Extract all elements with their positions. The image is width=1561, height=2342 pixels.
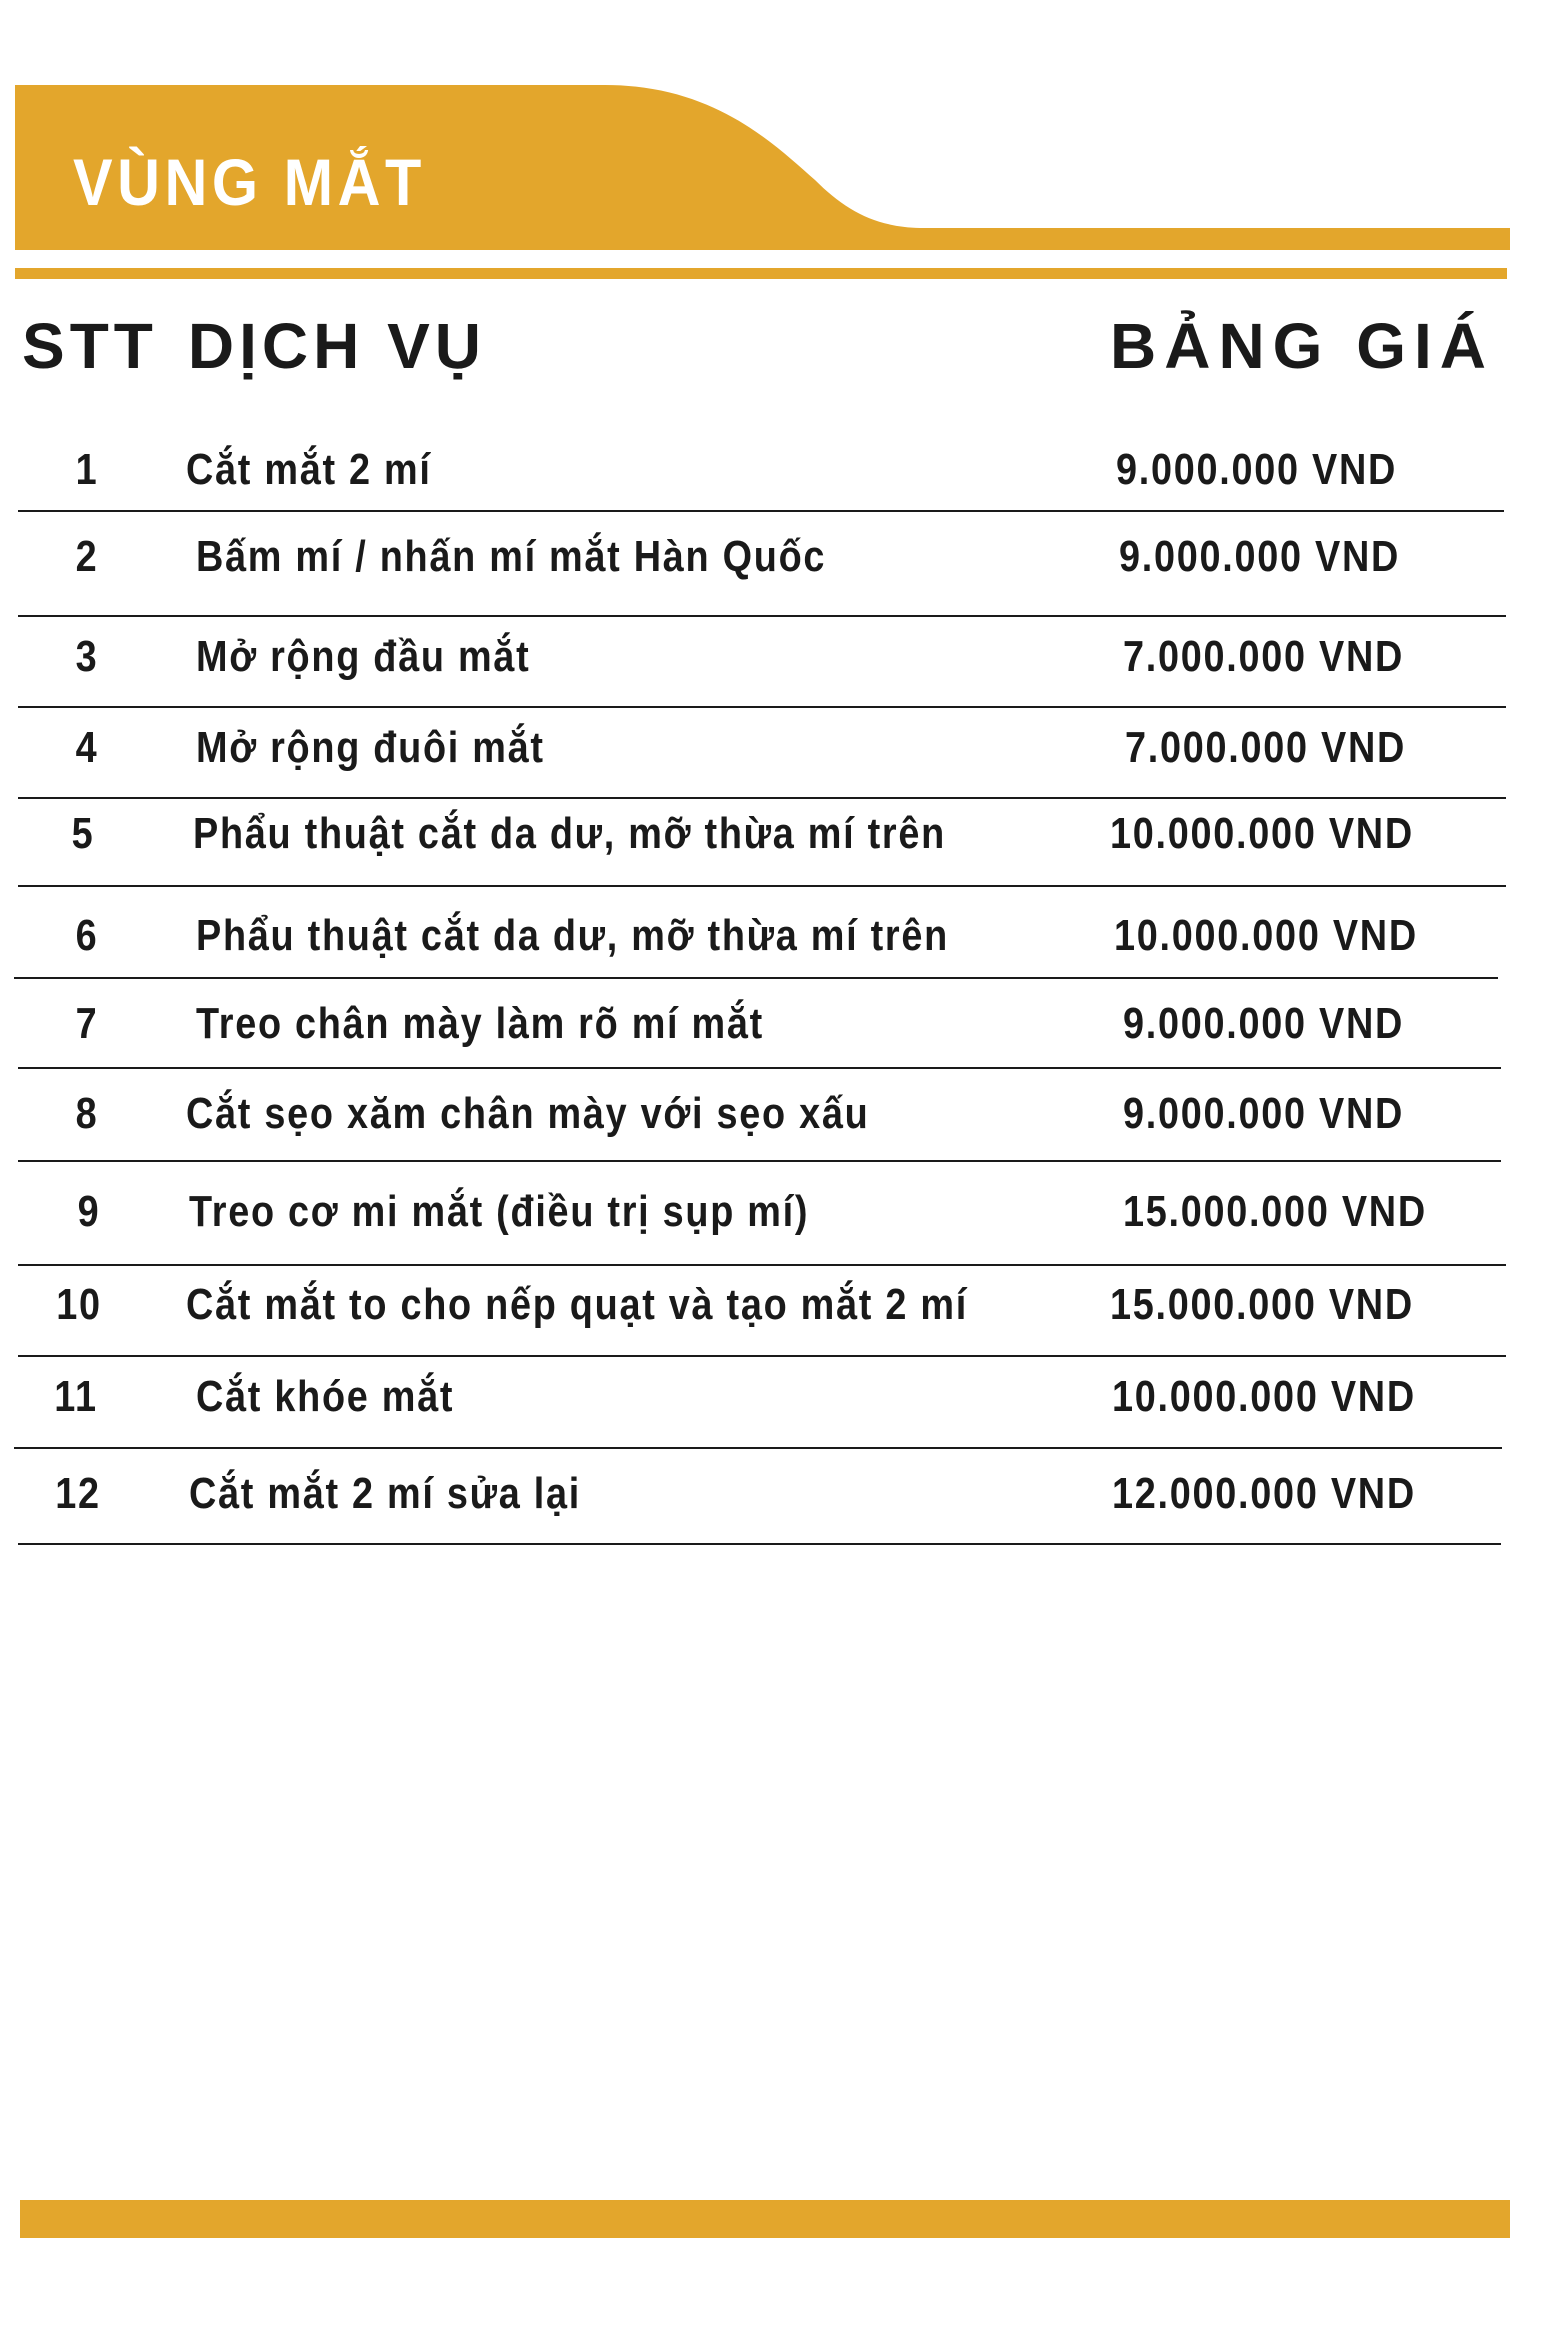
row-price: 10.000.000 VND	[1112, 1372, 1416, 1421]
row-divider	[14, 977, 1498, 979]
row-price: 15.000.000 VND	[1110, 1280, 1414, 1329]
bottom-accent-rule	[20, 2200, 1510, 2238]
header-stt: STT	[22, 310, 158, 382]
row-service: Cắt sẹo xăm chân mày với sẹo xấu	[186, 1089, 870, 1138]
row-price: 12.000.000 VND	[1112, 1469, 1416, 1518]
row-service: Phẩu thuật cắt da dư, mỡ thừa mí trên	[193, 809, 946, 858]
row-divider	[18, 1264, 1506, 1266]
header-service: DỊCH VỤ	[187, 310, 486, 382]
row-price: 7.000.000 VND	[1123, 632, 1405, 681]
row-service: Mở rộng đầu mắt	[196, 632, 531, 681]
row-price: 9.000.000 VND	[1123, 1089, 1405, 1138]
row-divider	[14, 1447, 1502, 1449]
row-price: 10.000.000 VND	[1114, 911, 1418, 960]
row-price: 15.000.000 VND	[1123, 1187, 1427, 1236]
row-divider	[18, 1355, 1506, 1357]
row-stt: 3	[75, 632, 99, 681]
row-stt: 1	[75, 445, 99, 494]
row-service: Treo chân mày làm rõ mí mắt	[196, 999, 764, 1048]
row-stt: 10	[56, 1280, 102, 1329]
row-service: Cắt mắt 2 mí sửa lại	[189, 1469, 581, 1518]
row-divider	[18, 1160, 1501, 1162]
section-title: VÙNG MẮT	[73, 145, 426, 219]
row-divider	[18, 885, 1506, 887]
row-stt: 2	[75, 532, 99, 581]
row-service: Cắt khóe mắt	[196, 1372, 455, 1421]
row-price: 9.000.000 VND	[1116, 445, 1398, 494]
row-divider	[18, 706, 1506, 708]
header-price: BẢNG GIÁ	[1110, 310, 1494, 382]
row-divider	[18, 1543, 1501, 1545]
row-stt: 5	[71, 809, 95, 858]
row-divider	[18, 615, 1506, 617]
row-stt: 6	[75, 911, 99, 960]
row-divider	[18, 797, 1506, 799]
row-price: 7.000.000 VND	[1125, 723, 1407, 772]
row-stt: 11	[54, 1372, 98, 1421]
row-divider	[18, 510, 1504, 512]
row-service: Treo cơ mi mắt (điều trị sụp mí)	[189, 1187, 810, 1236]
row-price: 9.000.000 VND	[1119, 532, 1401, 581]
row-price: 10.000.000 VND	[1110, 809, 1414, 858]
row-stt: 8	[75, 1089, 99, 1138]
row-stt: 12	[55, 1469, 101, 1518]
row-divider	[18, 1067, 1501, 1069]
row-service: Cắt mắt to cho nếp quạt và tạo mắt 2 mí	[186, 1280, 968, 1329]
row-stt: 4	[75, 723, 99, 772]
row-stt: 9	[77, 1187, 101, 1236]
row-service: Bấm mí / nhấn mí mắt Hàn Quốc	[196, 532, 827, 581]
row-stt: 7	[75, 999, 99, 1048]
row-service: Mở rộng đuôi mắt	[196, 723, 545, 772]
row-service: Cắt mắt 2 mí	[186, 445, 432, 494]
row-price: 9.000.000 VND	[1123, 999, 1405, 1048]
row-service: Phẩu thuật cắt da dư, mỡ thừa mí trên	[196, 911, 949, 960]
